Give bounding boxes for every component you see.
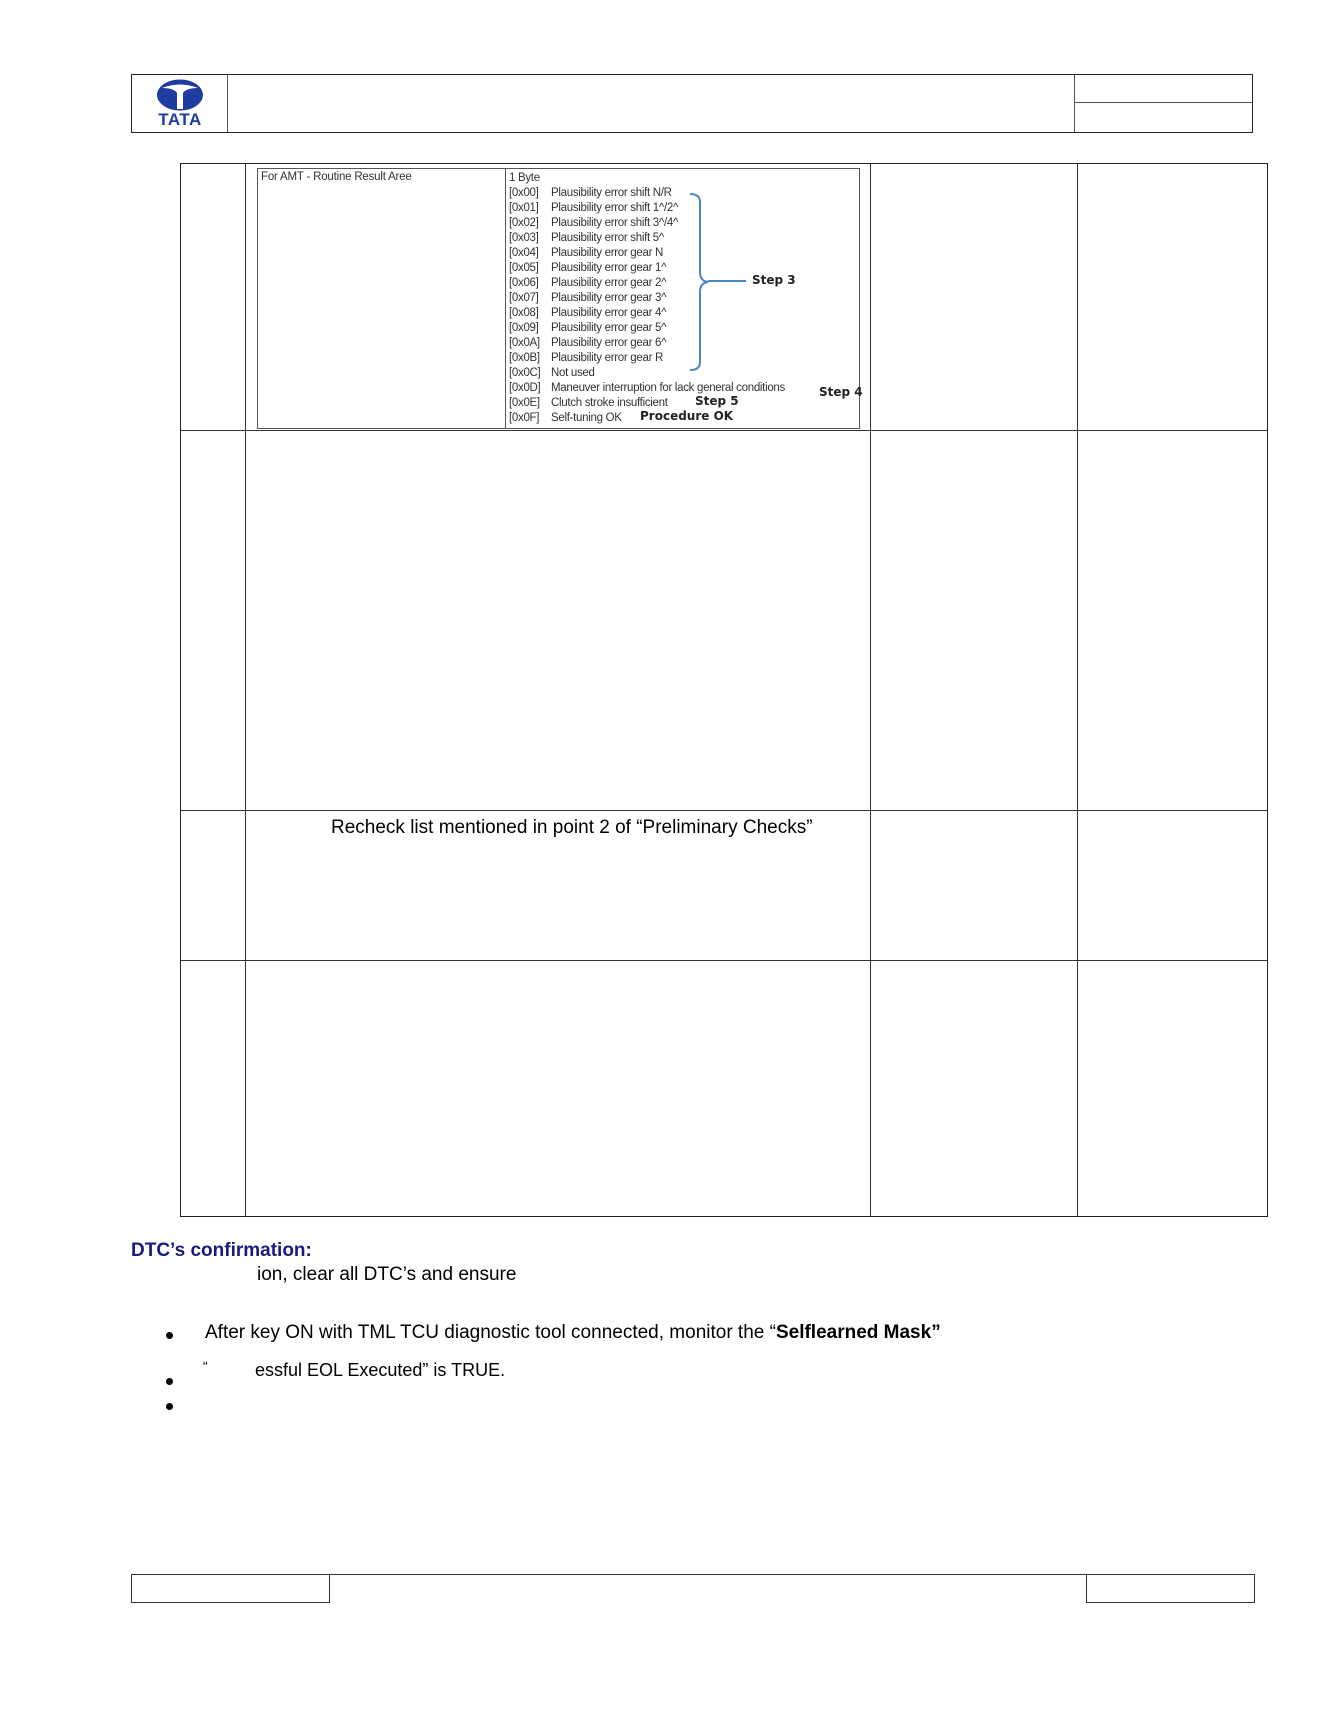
result-code: [0x04]	[509, 247, 539, 259]
result-code: [0x06]	[509, 277, 539, 289]
bullet1-bold: Selflearned Mask”	[775, 1322, 941, 1343]
result-code-description: Plausibility error gear 6^	[551, 337, 667, 349]
result-code-description: Plausibility error gear 4^	[551, 307, 667, 319]
tata-logo	[150, 79, 210, 131]
result-code-row	[509, 366, 785, 381]
result-code-row	[509, 306, 785, 321]
result-code-description: Plausibility error gear 1^	[551, 262, 667, 274]
result-code: [0x08]	[509, 307, 539, 319]
result-code: [0x09]	[509, 322, 539, 334]
routine-result-area-label: For AMT - Routine Result Aree	[261, 171, 412, 183]
result-code-description: Plausibility error gear 2^	[551, 277, 667, 289]
logo-cell	[132, 75, 228, 132]
result-code-description: Plausibility error shift 3^/4^	[551, 217, 679, 229]
open-quote: “	[203, 1358, 208, 1374]
result-code-row	[509, 186, 785, 201]
step5-label: Step 5	[695, 394, 739, 408]
result-code-row	[509, 246, 785, 261]
routine-result-image	[257, 168, 863, 429]
result-code: [0x0E]	[509, 397, 540, 409]
byte-label: 1 Byte	[509, 172, 540, 184]
result-code-row	[509, 261, 785, 276]
result-code-row	[509, 381, 785, 396]
result-code-description: Self-tuning OK	[551, 412, 622, 424]
bullet-icon	[166, 1378, 173, 1385]
result-code-description: Plausibility error shift N/R	[551, 187, 672, 199]
logo-text: TATA	[158, 110, 202, 129]
result-code-row	[509, 216, 785, 231]
result-code-row	[509, 291, 785, 306]
result-code: [0x01]	[509, 202, 539, 214]
result-code: [0x00]	[509, 187, 539, 199]
tata-emblem-icon	[156, 79, 204, 111]
result-code-description: Plausibility error gear R	[551, 352, 664, 364]
step3-arrow	[708, 276, 748, 286]
header-right-cell	[1074, 75, 1252, 132]
result-code: [0x07]	[509, 292, 539, 304]
procedure-table	[180, 163, 1268, 1217]
dtc-confirmation-title: DTC’s confirmation:	[131, 1240, 312, 1261]
step3-label: Step 3	[752, 273, 796, 287]
result-code: [0x02]	[509, 217, 539, 229]
result-code-description: Plausibility error shift 1^/2^	[551, 202, 679, 214]
result-code-description: Plausibility error gear 3^	[551, 292, 667, 304]
result-code-description: Plausibility error gear 5^	[551, 322, 667, 334]
result-code: [0x0A]	[509, 337, 540, 349]
result-code-description: Not used	[551, 367, 595, 379]
result-code: [0x0B]	[509, 352, 540, 364]
result-code: [0x0F]	[509, 412, 540, 424]
result-code: [0x03]	[509, 232, 539, 244]
bullet1-continuation-text: essful EOL Executed” is TRUE.	[255, 1360, 506, 1380]
result-code-row	[509, 231, 785, 246]
result-code-description: Plausibility error gear N	[551, 247, 664, 259]
result-code: [0x05]	[509, 262, 539, 274]
recheck-text: Recheck list mentioned in point 2 of “Preliminary Checks”	[331, 817, 813, 838]
brace-icon	[688, 192, 710, 372]
result-code: [0x0C]	[509, 367, 541, 379]
dtc-instruction-line: ion, clear all DTC’s and ensure	[257, 1264, 517, 1285]
result-code-list	[509, 171, 785, 426]
page-header	[131, 74, 1253, 133]
footer-left-box	[131, 1574, 330, 1603]
bullet-icon	[166, 1332, 173, 1339]
step4-label: Step 4	[819, 385, 863, 399]
footer-right-box	[1086, 1574, 1255, 1603]
result-code-row	[509, 201, 785, 216]
page-footer	[131, 1574, 1255, 1604]
result-code: [0x0D]	[509, 382, 541, 394]
procedure-ok-label: Procedure OK	[640, 409, 734, 423]
result-code-row	[509, 321, 785, 336]
result-code-row	[509, 336, 785, 351]
result-code-description: Clutch stroke insufficient	[551, 397, 668, 409]
result-code-description: Maneuver interruption for lack general conditions	[551, 382, 785, 394]
bullet-icon	[166, 1403, 173, 1410]
result-code-description: Plausibility error shift 5^	[551, 232, 664, 244]
result-code-row	[509, 351, 785, 366]
bullet1-text: After key ON with TML TCU diagnostic tool connected, monitor the “	[205, 1322, 776, 1343]
